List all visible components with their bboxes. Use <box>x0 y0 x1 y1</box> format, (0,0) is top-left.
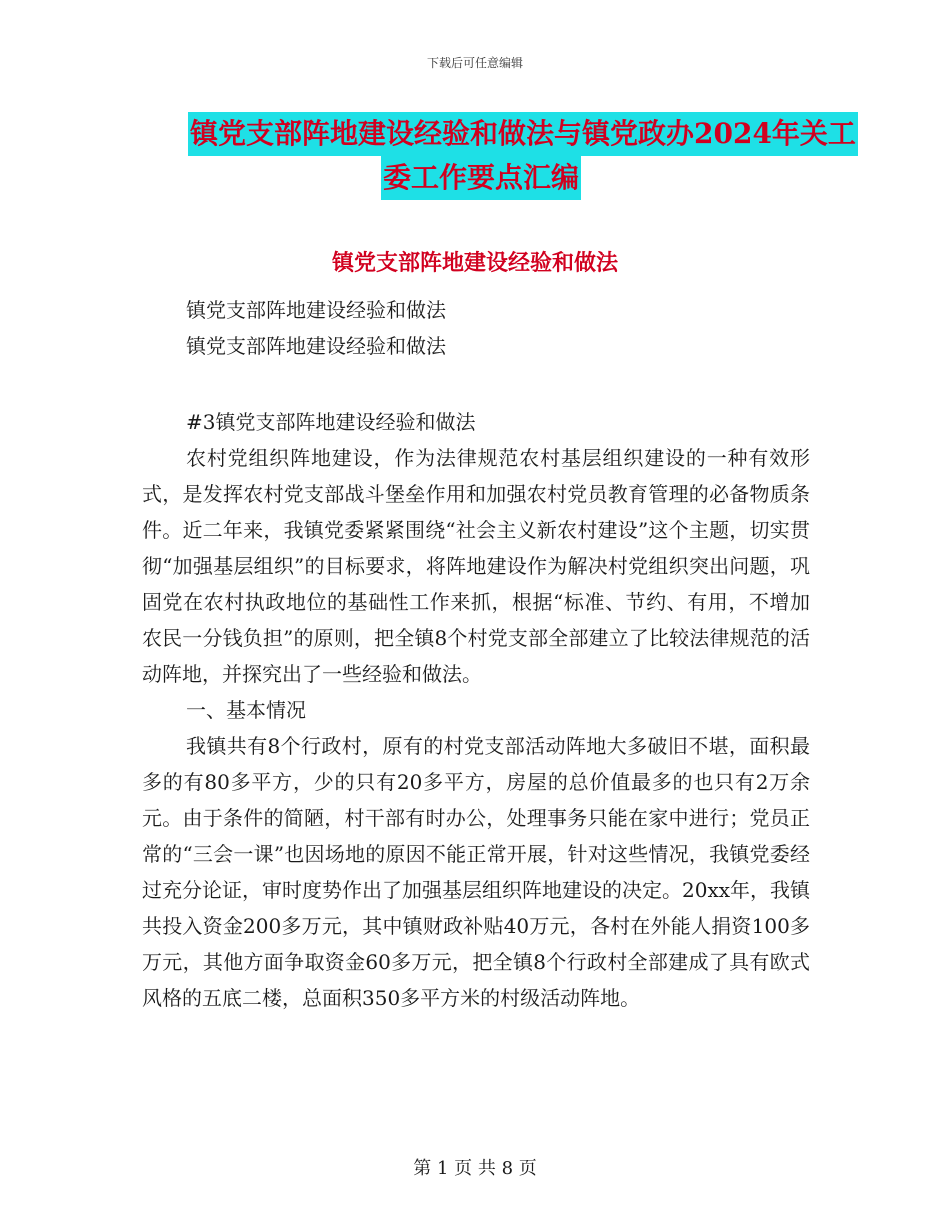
paragraph-2: 我镇共有8个行政村，原有的村党支部活动阵地大多破旧不堪，面积最多的有80多平方，少的只有20多平方，房屋的总价值最多的也只有2万余元。由于条件的简陋，村干部有时办公，处理事务只能在家中进行；党员正常的“三会一课”也因场地的原因不能正常开展，针对这些情况，我镇党委经过充分论证，审时度势作出了加强基层组织阵地建设的决定。20xx年，我镇共投入资金200多万元，其中镇财政补贴40万元，各村在外能人捐资100多万元，其他方面争取资金60多万元，把全镇8个行政村全部建成了具有欧式风格的五底二楼，总面积350多平方米的村级活动阵地。 <box>142 734 811 1010</box>
plain-line-1: 镇党支部阵地建设经验和做法 <box>186 298 446 322</box>
heading-basic-situation: 一、基本情况 <box>186 698 306 722</box>
paragraph-1: 农村党组织阵地建设，作为法律规范农村基层组织建设的一种有效形式，是发挥农村党支部战斗堡垒作用和加强农村党员教育管理的必备物质条件。近二年来，我镇党委紧紧围绕“社会主义新农村建设”这个主题，切实贯彻“加强基层组织”的目标要求，将阵地建设作为解决村党组织突出问题，巩固党在农村执政地位的基础性工作来抓，根据“标准、节约、有用，不增加农民一分钱负担”的原则，把全镇8个村党支部全部建立了比较法律规范的活动阵地，并探究出了一些经验和做法。 <box>142 446 810 686</box>
section-title: 镇党支部阵地建设经验和做法 <box>331 250 618 276</box>
header-note: 下载后可任意编辑 <box>426 56 523 70</box>
document-body <box>142 292 810 1016</box>
title-line-2: 委工作要点汇编 <box>381 156 581 200</box>
page-number: 第 1 页 共 8 页 <box>413 1158 537 1179</box>
plain-line-2: 镇党支部阵地建设经验和做法 <box>186 334 446 358</box>
section-heading: #3镇党支部阵地建设经验和做法 <box>186 410 476 434</box>
title-line-1: 镇党支部阵地建设经验和做法与镇党政办2024年关工 <box>188 112 858 156</box>
